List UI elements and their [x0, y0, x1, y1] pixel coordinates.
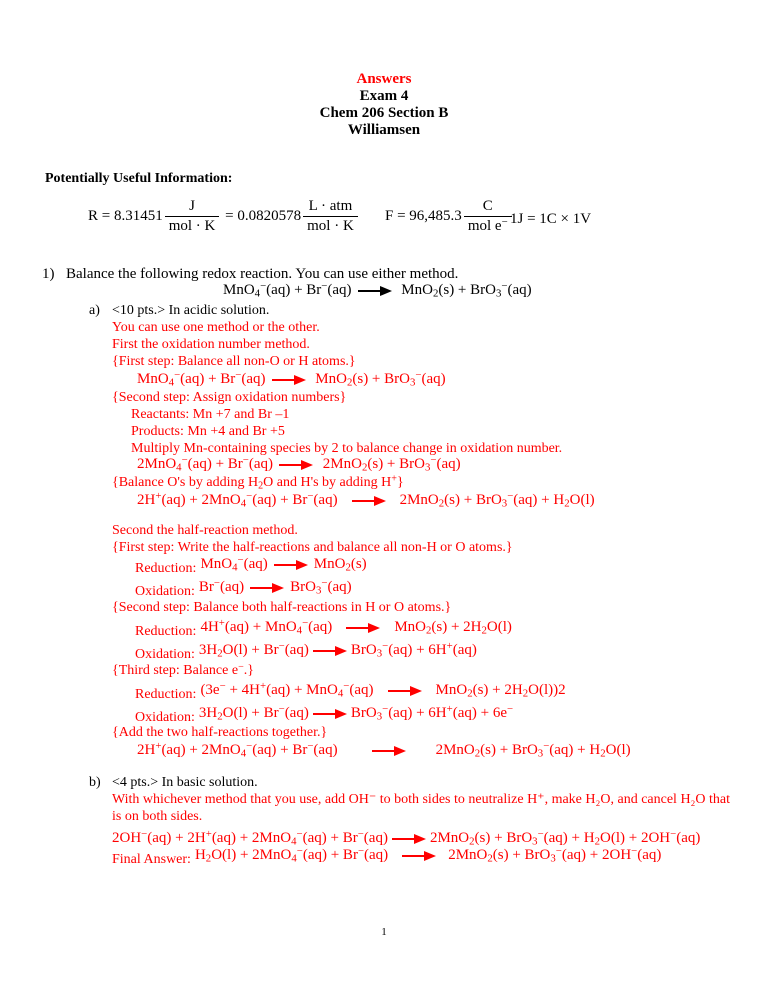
part-a-points: <10 pts.> In acidic solution.	[112, 303, 270, 318]
arrow-icon	[279, 460, 313, 470]
answer-line: You can use one method or the other.	[112, 320, 320, 335]
answer-line: Products: Mn +4 and Br +5	[131, 424, 285, 439]
half-reaction-reduction: Reduction: MnO$_4$−(aq) MnO$_2$(s)	[135, 554, 367, 576]
exam-title: Exam 4	[359, 88, 409, 104]
half-reaction-oxidation: Oxidation: $3H_2O(l) + Br^-(aq)$ BrO$_3$−(aq) + 6H+(aq)	[135, 640, 477, 662]
answer-line: First the oxidation number method.	[112, 337, 310, 352]
faraday-constant-formula	[385, 199, 514, 234]
half-reaction-oxidation: Oxidation: Br−(aq) BrO$_3$−(aq)	[135, 577, 352, 599]
arrow-icon	[402, 851, 436, 861]
course-title: Chem 206 Section B	[319, 105, 449, 121]
arrow-icon	[274, 560, 308, 570]
arrow-icon	[372, 746, 406, 756]
answer-line: {First step: Balance all non-O or H atoms.}	[112, 354, 356, 369]
gas-constant-formula	[88, 199, 360, 234]
arrow-icon	[272, 375, 306, 385]
part-b-points: <4 pts.> In basic solution.	[112, 775, 258, 790]
equation: 2H+(aq) + 2MnO$_4$−(aq) + Br−(aq) $2MnO_2(s) + BrO_3^-(aq) + H_2O(l)$	[137, 490, 595, 510]
equation: 2OH−(aq) + 2H+(aq) + 2MnO$_4$−(aq) + Br−(aq) $2MnO_2(s) + BrO_3^-(aq) + H_2O(l) + 2OH^-(aq)$	[112, 828, 701, 848]
question-prompt: Balance the following redox reaction. You can use either method.	[66, 266, 459, 282]
part-b-label: b)	[89, 775, 101, 790]
r-unit-fraction-2: $\frac{\text{L · atm}}{\text{mol · K}}$	[303, 199, 358, 234]
arrow-icon	[313, 646, 347, 656]
r-unit-fraction-1: $\frac{J}{\text{mol · K}}$	[165, 199, 220, 234]
half-reaction-reduction: Reduction: (3e− + 4H+(aq) + MnO$_4$−(aq) $MnO_2(s) + 2H_2O(l))2$	[135, 680, 566, 702]
equation: 2MnO$_4$−(aq) + Br−(aq) 2MnO$_2$(s) + BrO$_3$−(aq)	[137, 454, 461, 474]
answer-line: Second the half-reaction method.	[112, 523, 298, 538]
answer-line: Reactants: Mn +7 and Br –1	[131, 407, 290, 422]
answer-line: {Third step: Balance e−.}	[112, 661, 254, 678]
answer-line: {Second step: Balance both half-reactions in H or O atoms.}	[112, 600, 452, 615]
f-unit-fraction: $\frac{C}{mol e^-}$	[464, 199, 512, 234]
half-reaction-reduction: Reduction: 4H+(aq) + MnO$_4$−(aq) $MnO_2(s) + 2H_2O(l)$	[135, 617, 512, 639]
arrow-icon	[250, 583, 284, 593]
reaction-arrow-icon	[358, 286, 392, 296]
page-number: 1	[381, 926, 387, 938]
answers-title: Answers	[356, 71, 412, 87]
equation: MnO$_4$−(aq) + Br−(aq) MnO$_2$(s) + BrO$_3$−(aq)	[137, 369, 446, 389]
answer-line: {Balance O's by adding $H_2O$ and H's by adding H+}	[112, 473, 404, 492]
answer-line: Multiply Mn-containing species by 2 to balance change in oxidation number.	[131, 441, 563, 456]
answer-line: {Second step: Assign oxidation numbers}	[112, 390, 347, 405]
instructor-name: Williamsen	[347, 122, 421, 138]
main-reaction: MnO$_4$−(aq) + Br−(aq) MnO$_2$(s) + BrO$_3$−(aq)	[223, 280, 532, 300]
part-a-label: a)	[89, 303, 100, 318]
answer-line: {First step: Write the half-reactions and balance all non-H or O atoms.}	[112, 540, 513, 555]
part-b-instruction: With whichever method that you use, add OH⁻ to both sides to neutralize H⁺, make H₂O, and cancel H₂O that	[112, 792, 731, 807]
answer-line: {Add the two half-reactions together.}	[112, 725, 328, 740]
equation: 2H+(aq) + 2MnO$_4$−(aq) + Br−(aq) $2MnO_2(s) + BrO_3^-(aq) + H_2O(l)$	[137, 740, 631, 760]
final-answer: Final Answer: $H_2O(l) + 2MnO_4^-(aq) + Br^-(aq)$ 2MnO$_2$(s) + BrO$_3$−(aq) + 2OH−(aq)	[112, 845, 662, 867]
joule-relation: 1J = 1C × 1V	[510, 211, 592, 227]
r-value: R = 8.31451	[88, 207, 163, 224]
half-reaction-oxidation: Oxidation: $3H_2O(l) + Br^-(aq)$ BrO$_3$−(aq) + 6H+(aq) + 6e−	[135, 703, 514, 725]
arrow-icon	[346, 623, 380, 633]
info-heading: Potentially Useful Information:	[45, 171, 233, 186]
f-value: F = 96,485.3	[385, 207, 462, 224]
question-number: 1)	[42, 266, 55, 282]
arrow-icon	[352, 496, 386, 506]
arrow-icon	[388, 686, 422, 696]
r-value-2: = 0.0820578	[225, 207, 302, 224]
arrow-icon	[313, 709, 347, 719]
part-b-instruction: is on both sides.	[112, 809, 203, 824]
arrow-icon	[392, 834, 426, 844]
